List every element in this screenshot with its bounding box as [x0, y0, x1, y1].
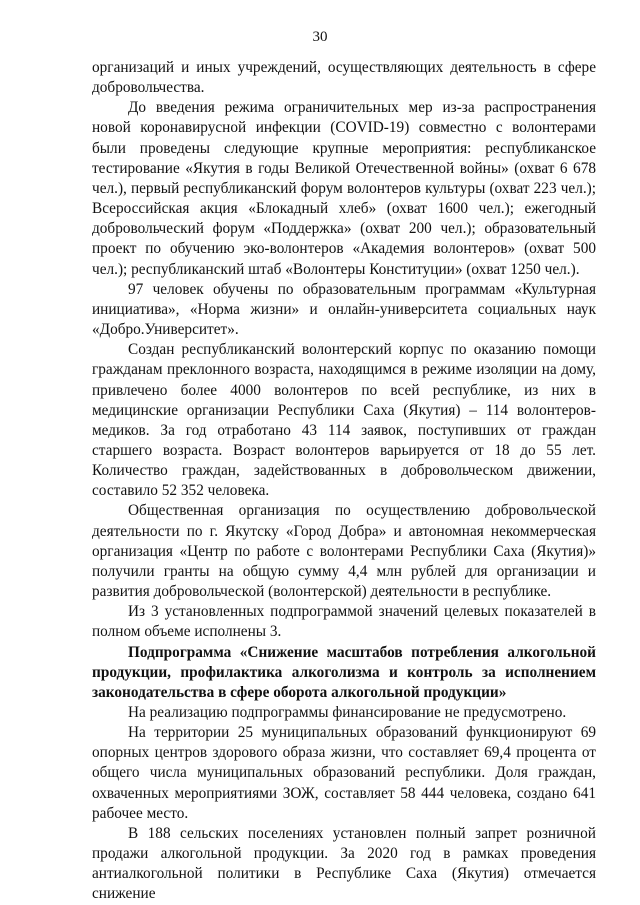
paragraph-training: 97 человек обучены по образовательным программам «Культурная инициатива», «Норма жизни» и онлайн-университета социальных наук «Добро.Университет».: [92, 280, 596, 339]
paragraph-grants: Общественная организация по осуществлению добровольческой деятельности по г. Якутску «Город Добра» и автономная некоммерческая организация «Центр по работе с волонтерами Республики Саха (Якутия)» получили гранты на общую сумму 4,4 млн рублей для организации и развития добровольческой (волонтерской) деятельности в республике.: [92, 502, 596, 601]
page-number: 30: [312, 29, 328, 45]
paragraph-volunteer-corps: Создан республиканский волонтерский корпус по оказанию помощи гражданам преклонного возраста, находящимся в режиме изоляции на дому, привлечено более 4000 волонтеров по всей республике, из них в медицинские организации Республики Саха (Якутия) – 114 волонтеров-медиков. За год отработано 43 114 заявок, поступивших от граждан старшего возраста. Возраст волонтеров варьируется от 18 до 55 лет. Количество граждан, задействованных в добровольческом движении, составило 52 352 человека.: [92, 341, 596, 500]
paragraph-health-centers: На территории 25 муниципальных образований функционируют 69 опорных центров здорового образа жизни, что составляет 69,4 процента от общего числа муниципальных образований республики. Доля граждан, охваченных мероприятиями ЗОЖ, составляет 58 444 человека, создано 641 рабочее место.: [92, 724, 596, 822]
paragraph-indicators: Из 3 установленных подпрограммой значений целевых показателей в полном объеме исполнены 3.: [92, 603, 596, 641]
document-body: [92, 58, 596, 905]
paragraph-covid-events: До введения режима ограничительных мер из-за распространения новой коронавирусной инфекции (COVID-19) совместно с волонтерами были проведены следующие крупные мероприятия: республиканское тестирование «Якутия в годы Великой Отечественной войны» (охват 6 678 чел.), первый республиканский форум волонтеров культуры (охват 223 чел.); Всероссийская акция «Блокадный хлеб» (охват 1600 чел.); ежегодный добровольческий форум «Поддержка» (охват 200 чел.); образовательный проект по обучению эко-волонтеров «Академия волонтеров» (охват 500 чел.); республиканский штаб «Волонтеры Конституции» (охват 1250 чел.).: [92, 99, 596, 278]
paragraph-alcohol-ban: В 188 сельских поселениях установлен полный запрет розничной продажи алкогольной продукции. За 2020 год в рамках проведения антиалкогольной политики в Республике Саха (Якутия) отмечается снижение: [92, 824, 596, 903]
paragraph-financing: На реализацию подпрограммы финансирование не предусмотрено.: [128, 704, 567, 721]
subprogram-heading: Подпрограмма «Снижение масштабов потребления алкогольной продукции, профилактика алкоголизма и контроль за исполнением законодательства в сфере оборота алкогольной продукции»: [92, 643, 596, 701]
paragraph-continuation: организаций и иных учреждений, осуществляющих деятельность в сфере добровольчества.: [92, 59, 596, 97]
